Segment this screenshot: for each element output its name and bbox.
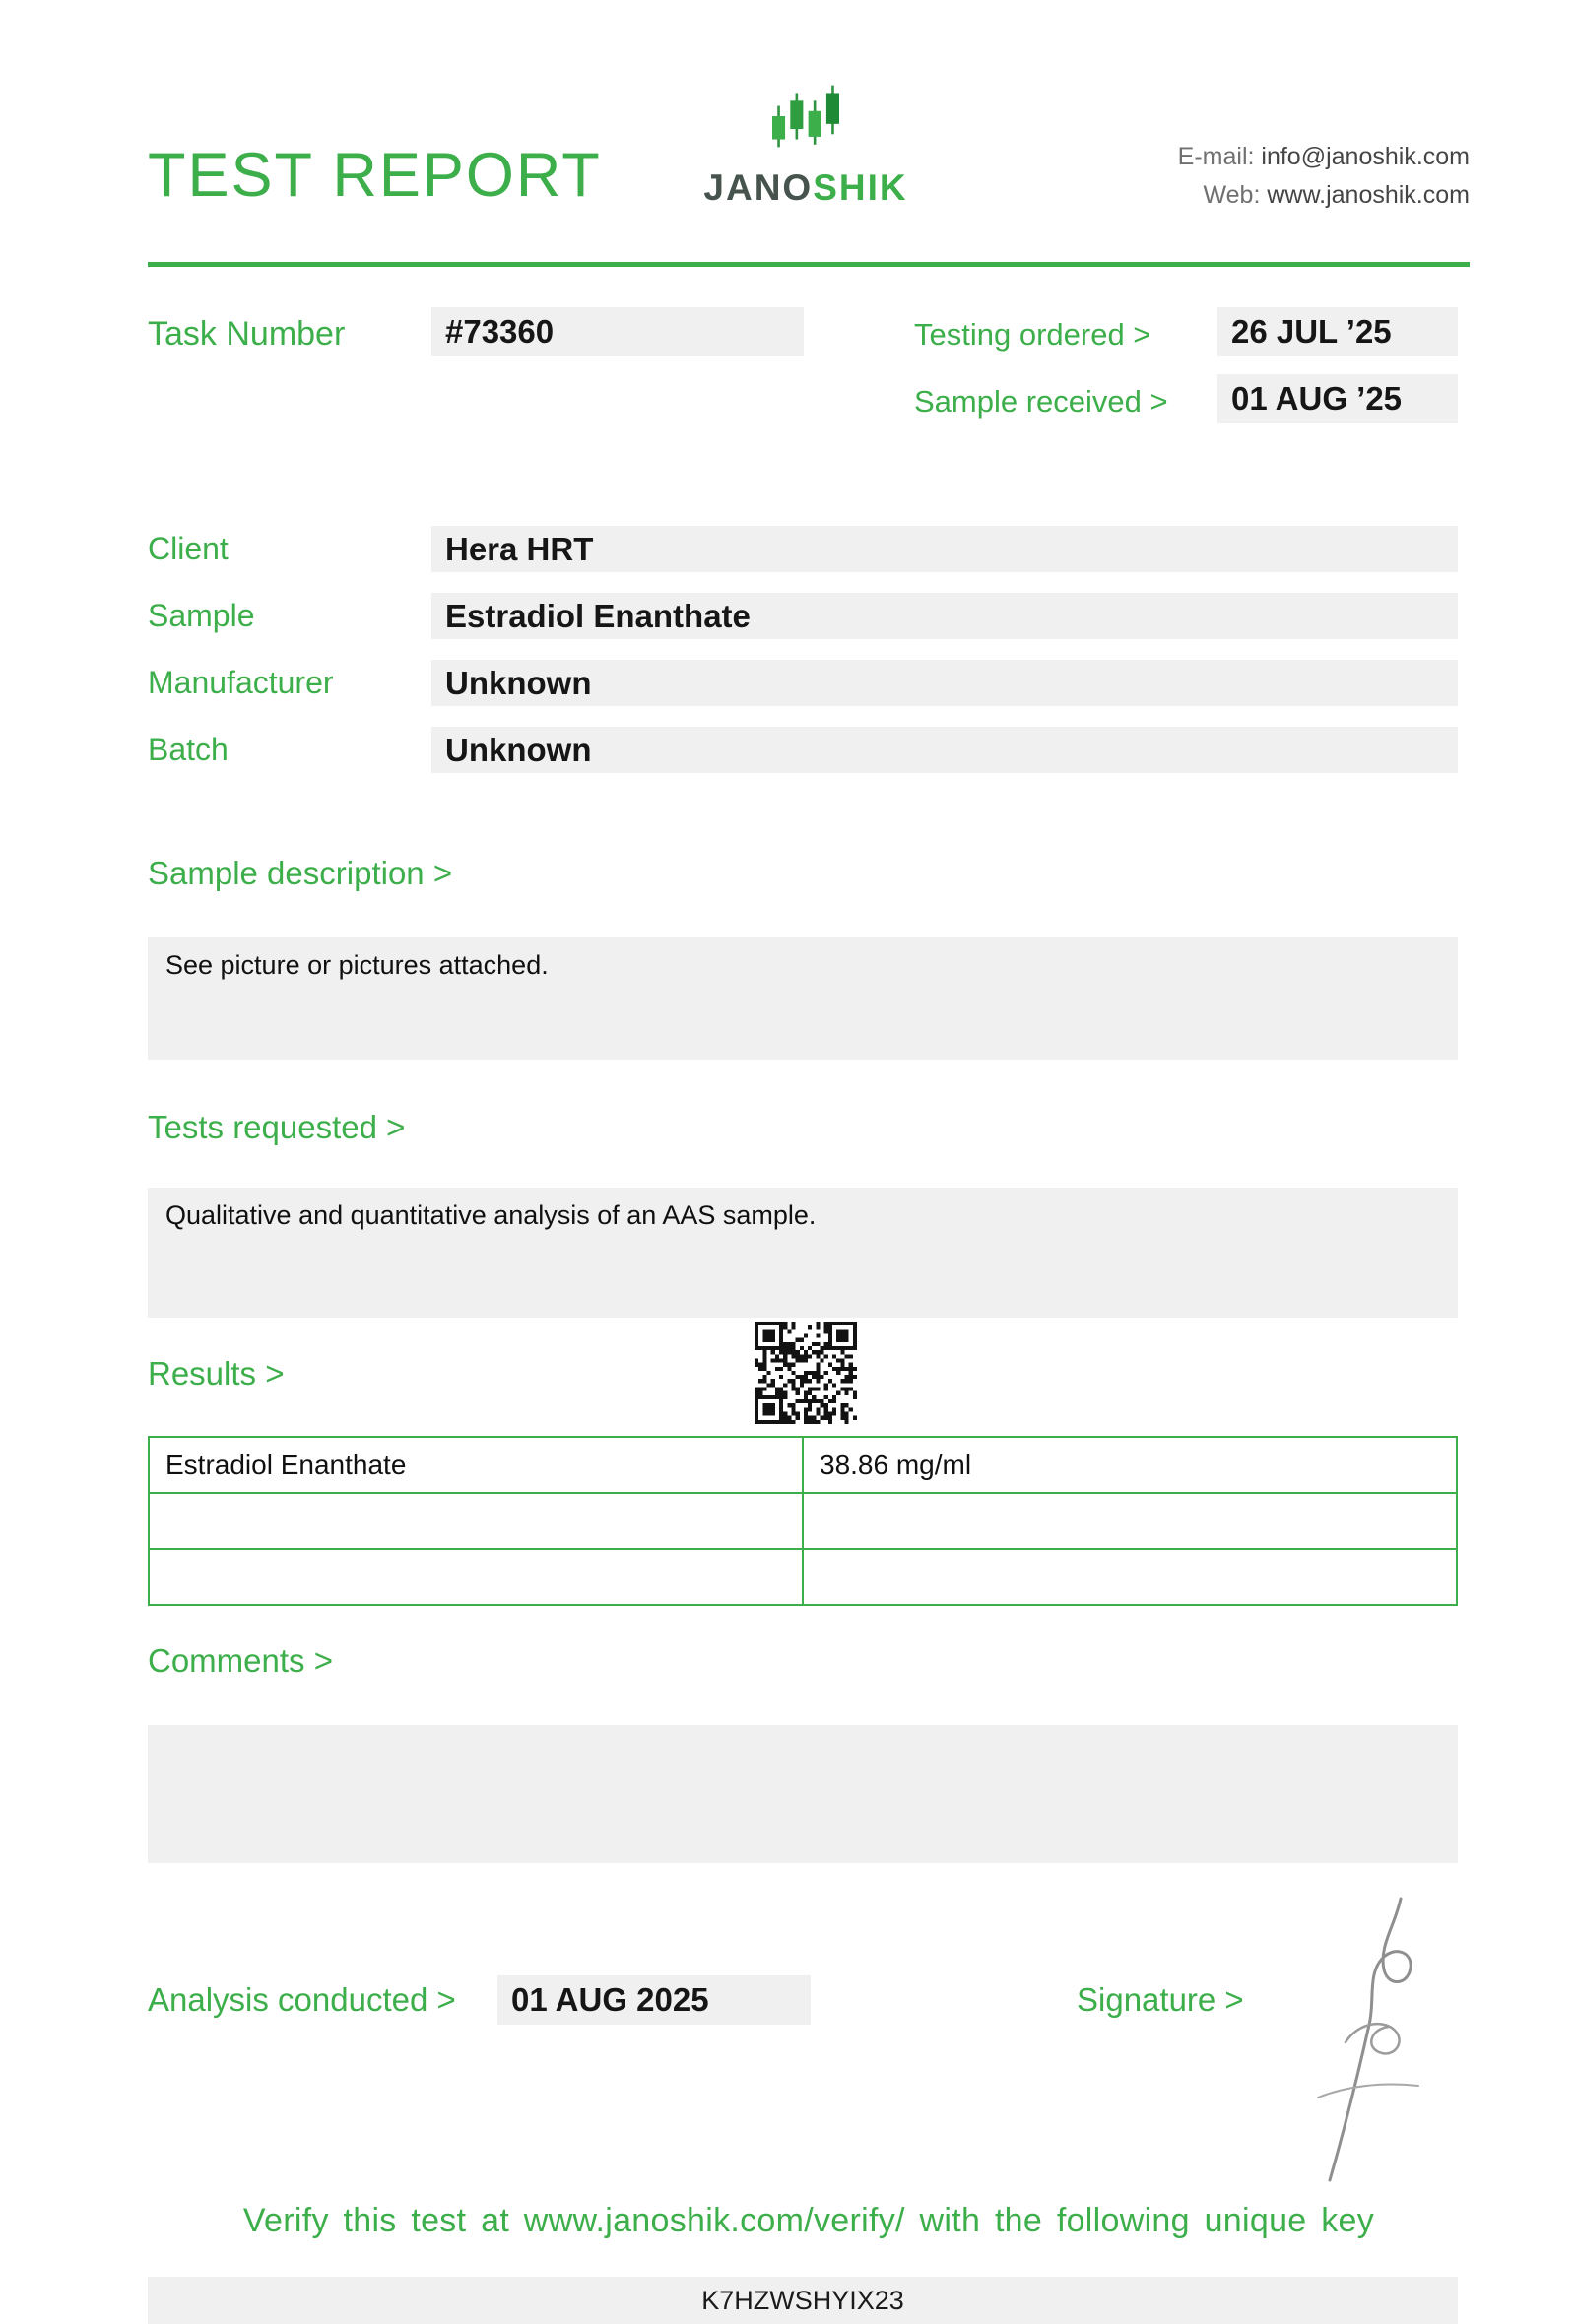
report-title: TEST REPORT bbox=[148, 141, 602, 210]
comments-box bbox=[148, 1725, 1458, 1863]
manufacturer-value: Unknown bbox=[431, 660, 1458, 706]
verify-instruction: Verify this test at www.janoshik.com/verify/ with the following unique key bbox=[242, 2202, 1375, 2239]
task-number-value: #73360 bbox=[431, 307, 804, 356]
logo-shik-text: SHIK bbox=[813, 167, 908, 208]
result-value-cell bbox=[803, 1549, 1457, 1605]
header-divider bbox=[148, 262, 1470, 267]
comments-heading: Comments > bbox=[148, 1643, 333, 1679]
qr-code bbox=[755, 1322, 857, 1424]
client-value: Hera HRT bbox=[431, 526, 1458, 572]
web-value: www.janoshik.com bbox=[1267, 181, 1470, 209]
email-label: E-mail: bbox=[1177, 143, 1255, 170]
analysis-conducted-value: 01 AUG 2025 bbox=[497, 1975, 811, 2025]
web-line bbox=[1178, 176, 1470, 215]
task-number-label: Task Number bbox=[148, 315, 346, 353]
tests-requested-box bbox=[148, 1188, 1458, 1318]
result-substance-cell bbox=[149, 1493, 803, 1549]
batch-value: Unknown bbox=[431, 727, 1458, 773]
results-heading: Results > bbox=[148, 1355, 285, 1391]
analysis-conducted-label: Analysis conducted > bbox=[148, 1981, 456, 2018]
tests-requested-text: Qualitative and quantitative analysis of an AAS sample. bbox=[165, 1200, 817, 1230]
results-table bbox=[148, 1436, 1458, 1606]
batch-label: Batch bbox=[148, 732, 229, 767]
result-value-cell: 38.86 mg/ml bbox=[803, 1437, 1457, 1493]
tests-requested-heading: Tests requested > bbox=[148, 1109, 406, 1145]
manufacturer-label: Manufacturer bbox=[148, 665, 334, 700]
logo-wordmark bbox=[680, 167, 932, 209]
result-substance-cell: Estradiol Enanthate bbox=[149, 1437, 803, 1493]
sample-description-text: See picture or pictures attached. bbox=[165, 950, 549, 980]
testing-ordered-label: Testing ordered > bbox=[914, 317, 1151, 352]
sample-value: Estradiol Enanthate bbox=[431, 593, 1458, 639]
client-label: Client bbox=[148, 531, 229, 566]
result-value-cell bbox=[803, 1493, 1457, 1549]
sample-description-heading: Sample description > bbox=[148, 855, 453, 891]
result-substance-cell bbox=[149, 1549, 803, 1605]
results-row-2 bbox=[149, 1493, 1457, 1549]
signature-image bbox=[1290, 1893, 1448, 2188]
email-value: info@janoshik.com bbox=[1261, 143, 1470, 170]
email-line bbox=[1178, 138, 1470, 176]
verify-key: K7HZWSHYIX23 bbox=[148, 2277, 1458, 2324]
sample-description-box bbox=[148, 937, 1458, 1060]
sample-label: Sample bbox=[148, 598, 255, 633]
results-row-3 bbox=[149, 1549, 1457, 1605]
sample-received-label: Sample received > bbox=[914, 384, 1168, 419]
sample-received-value: 01 AUG ’25 bbox=[1217, 374, 1458, 423]
results-row-1 bbox=[149, 1437, 1457, 1493]
logo-chart-icon bbox=[764, 83, 847, 152]
contact-block bbox=[1178, 138, 1470, 215]
web-label: Web: bbox=[1203, 181, 1261, 209]
testing-ordered-value: 26 JUL ’25 bbox=[1217, 307, 1458, 356]
logo-jano-text: JANO bbox=[703, 167, 814, 208]
signature-label: Signature > bbox=[1077, 1981, 1244, 2018]
